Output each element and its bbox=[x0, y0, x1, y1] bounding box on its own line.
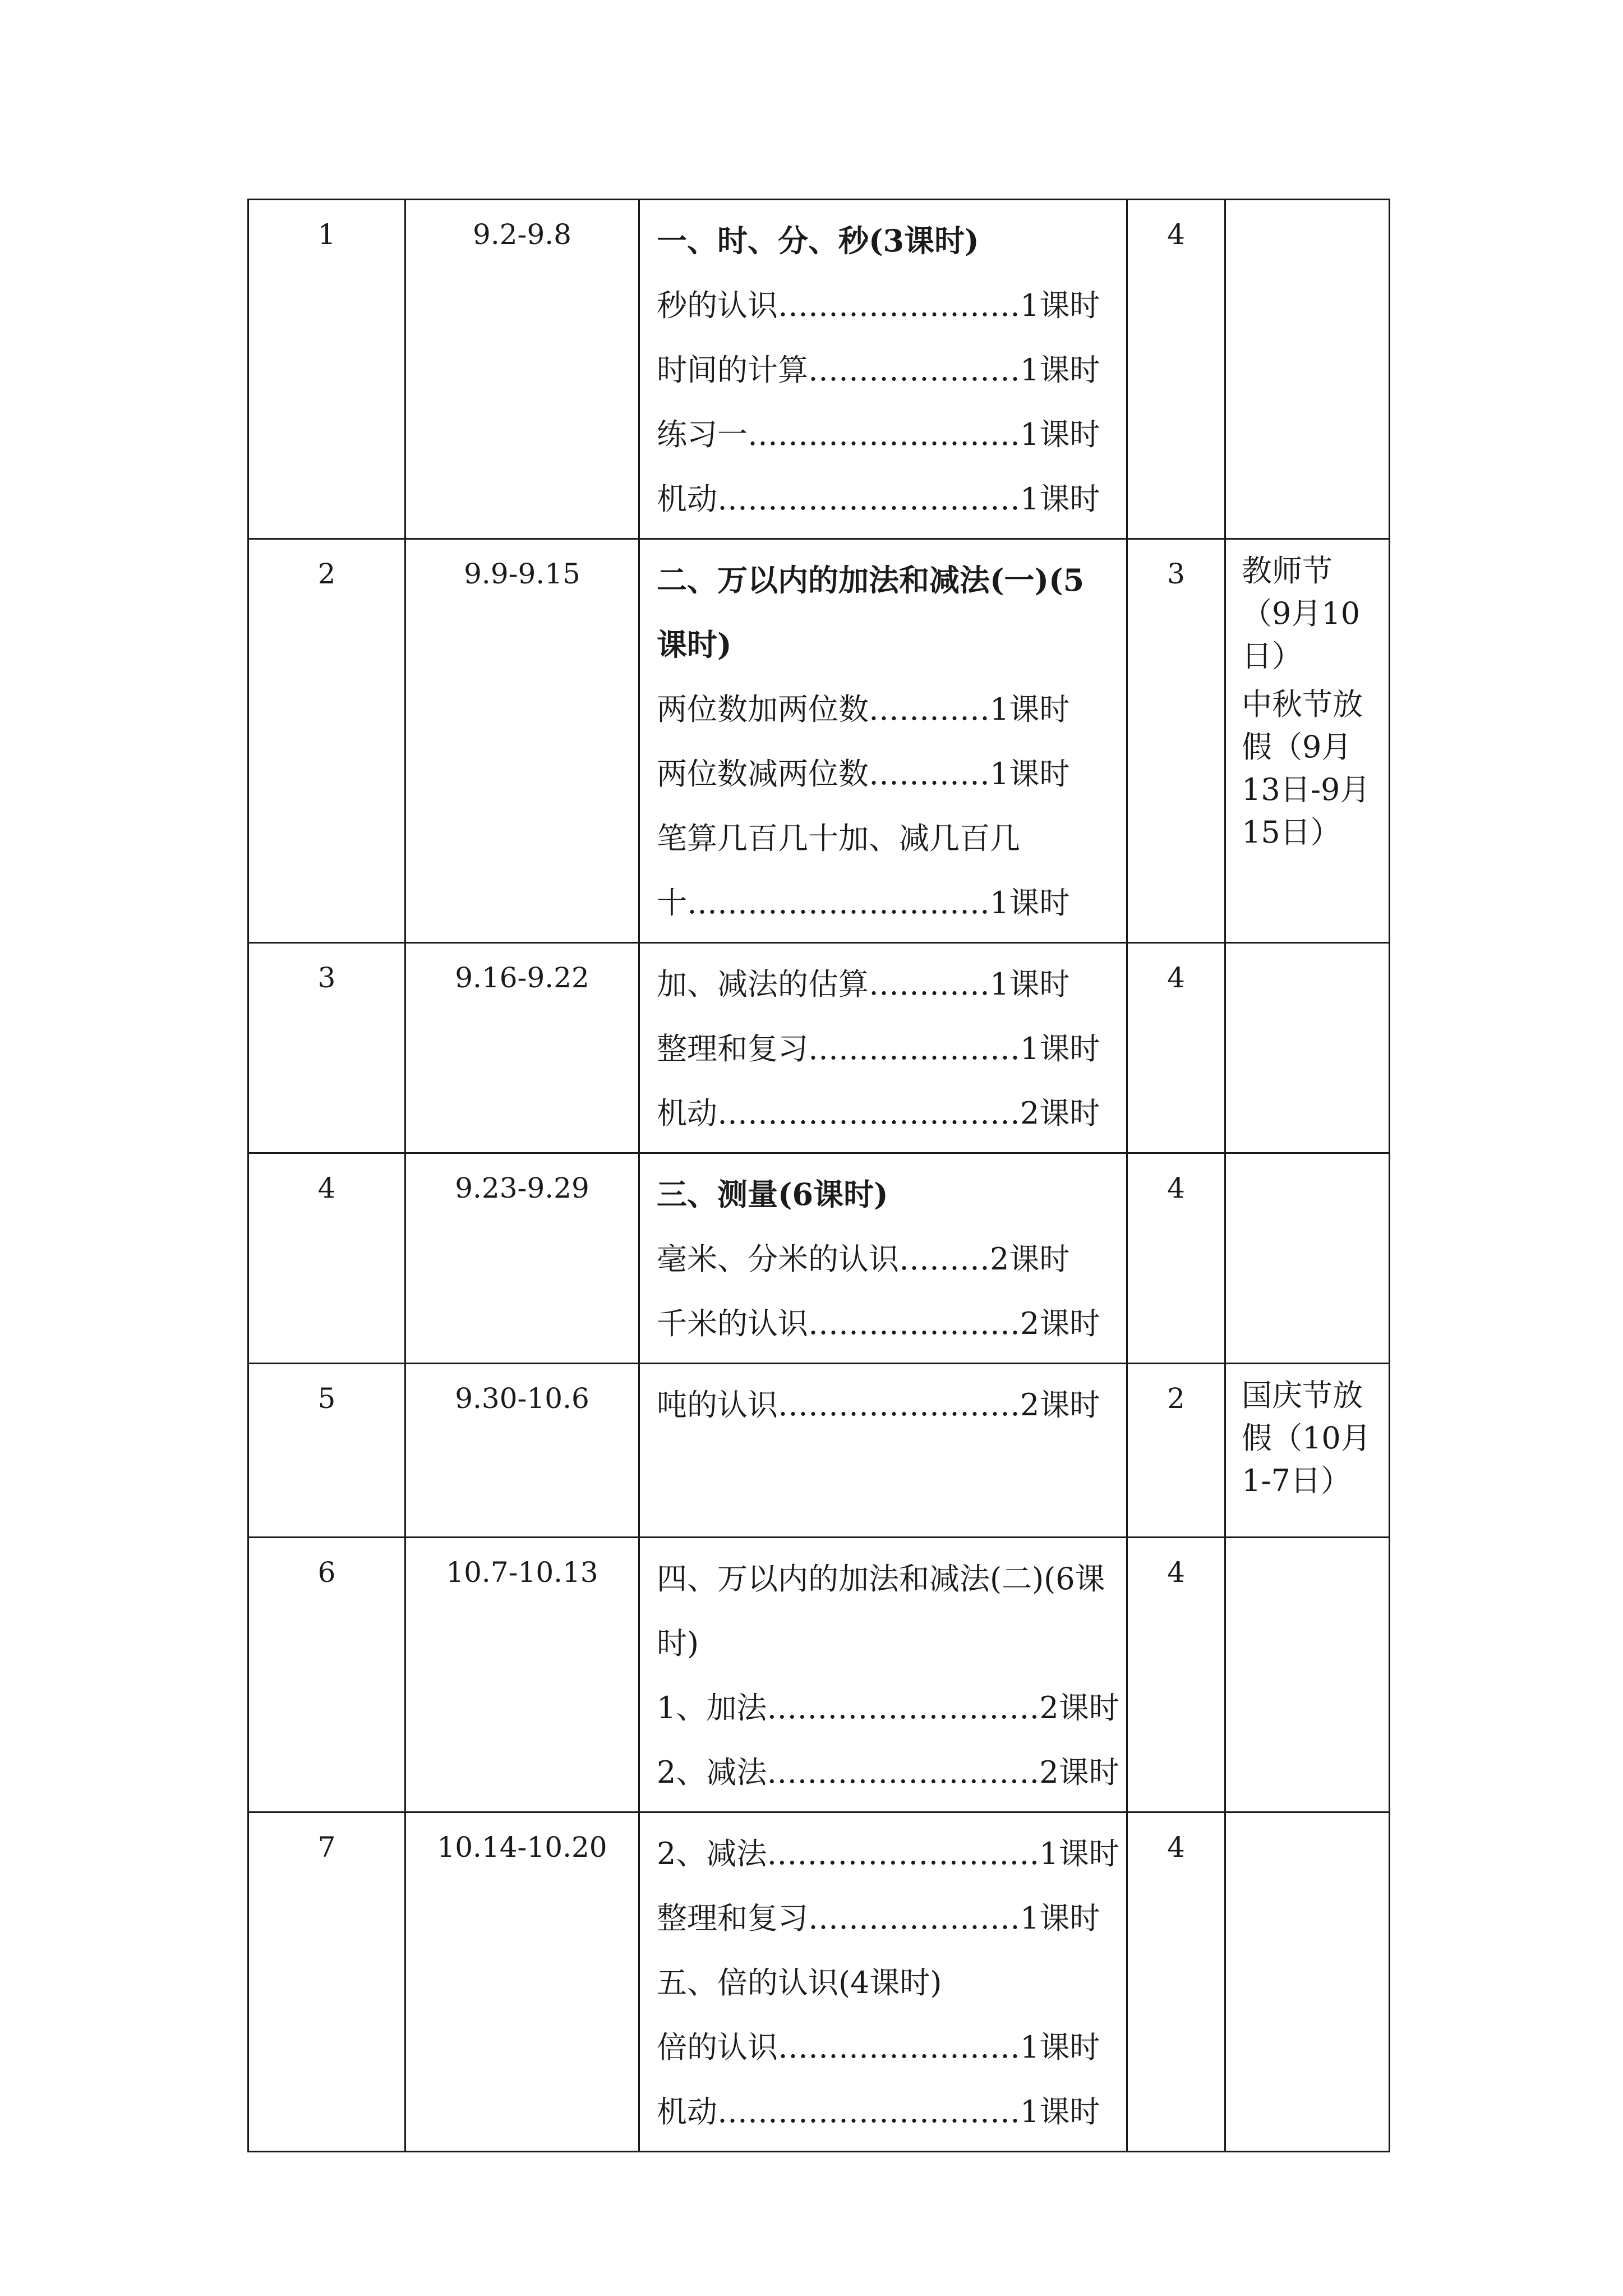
week-number-cell: 5 bbox=[248, 1364, 405, 1538]
content-line: 整理和复习…………………1课时 bbox=[657, 1901, 1100, 1936]
date-range-cell: 9.23-9.29 bbox=[405, 1153, 639, 1364]
schedule-row bbox=[248, 539, 1390, 943]
remarks-cell bbox=[1225, 1153, 1390, 1364]
class-hours-cell: 4 bbox=[1127, 1812, 1225, 2152]
class-hours-cell: 2 bbox=[1127, 1364, 1225, 1538]
content-line: 2、减法………………………1课时 bbox=[657, 1836, 1119, 1871]
content-line: 机动…………………………2课时 bbox=[657, 1096, 1100, 1131]
schedule-row bbox=[248, 1153, 1390, 1364]
content-line: 机动…………………………1课时 bbox=[657, 2094, 1100, 2129]
week-number-cell: 2 bbox=[248, 539, 405, 943]
content-line: 五、倍的认识(4课时) bbox=[657, 1965, 942, 2000]
schedule-body bbox=[248, 200, 1390, 2152]
content-line: 二、万以内的加法和减法(一)(5课时) bbox=[657, 562, 1085, 662]
schedule-row bbox=[248, 1812, 1390, 2152]
class-hours-cell: 4 bbox=[1127, 1153, 1225, 1364]
remarks-cell bbox=[1225, 1364, 1390, 1538]
week-number-cell: 3 bbox=[248, 943, 405, 1153]
teaching-content-cell bbox=[639, 200, 1127, 539]
content-line: 三、测量(6课时) bbox=[657, 1176, 888, 1212]
content-line: 笔算几百几十加、减几百几十…………………………1课时 bbox=[657, 821, 1070, 921]
teaching-content-cell bbox=[639, 539, 1127, 943]
content-line: 机动…………………………1课时 bbox=[657, 481, 1100, 517]
teaching-content-cell bbox=[639, 943, 1127, 1153]
content-line: 吨的认识……………………2课时 bbox=[657, 1387, 1100, 1423]
class-hours-cell: 4 bbox=[1127, 943, 1225, 1153]
remarks-cell bbox=[1225, 943, 1390, 1153]
content-line: 1、加法………………………2课时 bbox=[657, 1690, 1119, 1726]
content-line: 一、时、分、秒(3课时) bbox=[657, 223, 979, 259]
content-line: 整理和复习…………………1课时 bbox=[657, 1031, 1100, 1066]
date-range-cell: 9.30-10.6 bbox=[405, 1364, 639, 1538]
date-range-cell: 9.16-9.22 bbox=[405, 943, 639, 1153]
class-hours-cell: 4 bbox=[1127, 200, 1225, 539]
content-line: 千米的认识…………………2课时 bbox=[657, 1306, 1100, 1341]
content-line: 倍的认识……………………1课时 bbox=[657, 2030, 1100, 2065]
content-line: 加、减法的估算…………1课时 bbox=[657, 967, 1070, 1002]
week-number-cell: 7 bbox=[248, 1812, 405, 2152]
content-line: 练习一………………………1课时 bbox=[657, 417, 1100, 452]
remarks-cell bbox=[1225, 1812, 1390, 2152]
content-line: 秒的认识……………………1课时 bbox=[657, 288, 1100, 323]
date-range-cell: 9.9-9.15 bbox=[405, 539, 639, 943]
remark-text: 教师节（9月10日） bbox=[1242, 553, 1361, 674]
schedule-row bbox=[248, 1538, 1390, 1812]
remarks-cell bbox=[1225, 539, 1390, 943]
content-line: 2、减法………………………2课时 bbox=[657, 1755, 1119, 1790]
remark-text: 中秋节放假（9月13日-9月15日） bbox=[1242, 687, 1371, 850]
remark-text: 国庆节放假（10月1-7日） bbox=[1242, 1378, 1371, 1498]
week-number-cell: 6 bbox=[248, 1538, 405, 1812]
content-line: 两位数加两位数…………1课时 bbox=[657, 692, 1070, 727]
teaching-content-cell bbox=[639, 1153, 1127, 1364]
teaching-content-cell bbox=[639, 1538, 1127, 1812]
content-line: 毫米、分米的认识………2课时 bbox=[657, 1241, 1070, 1277]
schedule-row bbox=[248, 200, 1390, 539]
teaching-content-cell bbox=[639, 1364, 1127, 1538]
date-range-cell: 9.2-9.8 bbox=[405, 200, 639, 539]
content-line: 四、万以内的加法和减法(二)(6课时) bbox=[657, 1561, 1105, 1661]
date-range-cell: 10.7-10.13 bbox=[405, 1538, 639, 1812]
week-number-cell: 4 bbox=[248, 1153, 405, 1364]
class-hours-cell: 3 bbox=[1127, 539, 1225, 943]
content-line: 时间的计算…………………1课时 bbox=[657, 352, 1100, 388]
schedule-row bbox=[248, 943, 1390, 1153]
content-line: 两位数减两位数…………1课时 bbox=[657, 756, 1070, 792]
date-range-cell: 10.14-10.20 bbox=[405, 1812, 639, 2152]
teaching-content-cell bbox=[639, 1812, 1127, 2152]
class-hours-cell: 4 bbox=[1127, 1538, 1225, 1812]
teaching-schedule-table bbox=[247, 199, 1390, 2152]
remarks-cell bbox=[1225, 1538, 1390, 1812]
week-number-cell: 1 bbox=[248, 200, 405, 539]
remarks-cell bbox=[1225, 200, 1390, 539]
schedule-row bbox=[248, 1364, 1390, 1538]
